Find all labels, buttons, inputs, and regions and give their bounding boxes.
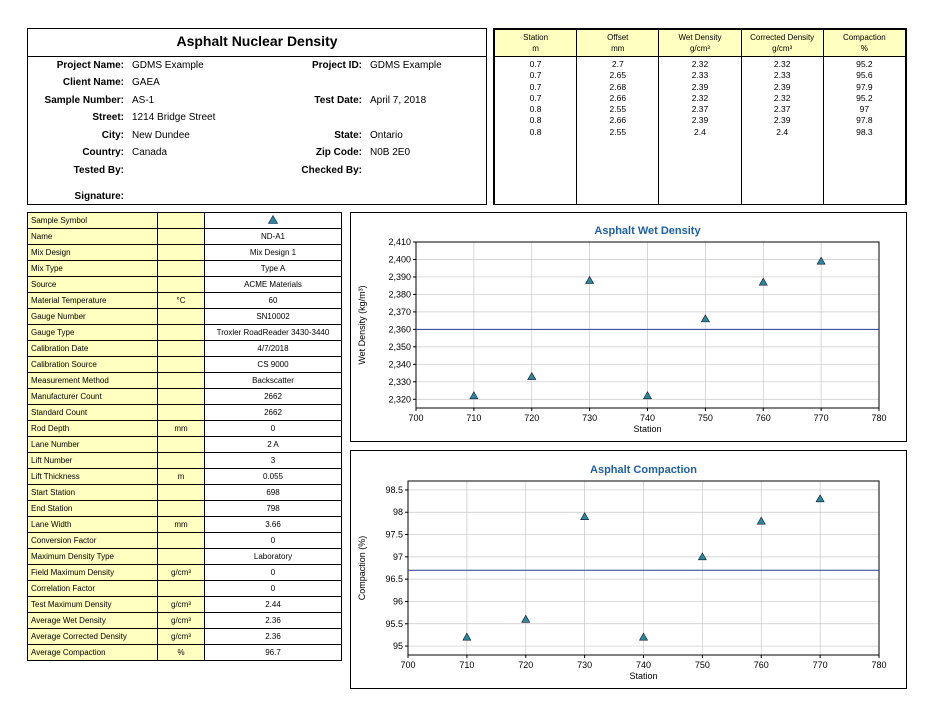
- param-unit: mm: [158, 517, 205, 533]
- param-value: 60: [205, 293, 342, 309]
- param-row: [28, 357, 342, 373]
- y-tick-label: 98: [392, 507, 403, 518]
- y-tick-label: 96.5: [385, 574, 403, 585]
- param-unit: [158, 341, 205, 357]
- param-unit: [158, 309, 205, 325]
- y-tick-label: 98.5: [385, 484, 403, 495]
- param-row: [28, 581, 342, 597]
- client-name-value: GAEA: [132, 77, 160, 88]
- param-value: 2662: [205, 389, 342, 405]
- param-label: Field Maximum Density: [28, 565, 158, 581]
- wet-density-plot: [351, 213, 906, 441]
- x-tick-label: 750: [694, 660, 710, 670]
- param-label: Maximum Density Type: [28, 549, 158, 565]
- param-value: 0: [205, 565, 342, 581]
- param-label: Average Compaction: [28, 645, 158, 661]
- offset-column: 2.7 2.65 2.68 2.66 2.55 2.66 2.55: [577, 57, 659, 205]
- y-tick-label: 2,410: [388, 237, 411, 247]
- param-row: [28, 485, 342, 501]
- y-tick-label: 2,330: [388, 376, 411, 387]
- param-unit: [158, 325, 205, 341]
- param-value: 798: [205, 501, 342, 517]
- param-unit: [158, 581, 205, 597]
- param-label: Gauge Type: [28, 325, 158, 341]
- param-label: Conversion Factor: [28, 533, 158, 549]
- x-tick-label: 710: [466, 413, 482, 423]
- x-tick-label: 780: [871, 660, 887, 670]
- param-unit: g/cm³: [158, 613, 205, 629]
- param-label: Correlation Factor: [28, 581, 158, 597]
- triangle-icon: [268, 215, 278, 224]
- param-label: Average Corrected Density: [28, 629, 158, 645]
- param-unit: m: [158, 469, 205, 485]
- parameters-table: [27, 212, 341, 689]
- city-value: New Dundee: [132, 130, 190, 141]
- wet-density-chart: [350, 212, 907, 442]
- project-name-label: Project Name:: [56, 60, 124, 71]
- param-unit: g/cm³: [158, 597, 205, 613]
- y-tick-label: 2,360: [388, 324, 411, 335]
- param-row: [28, 261, 342, 277]
- param-value: 698: [205, 485, 342, 501]
- compaction-column: 95.2 95.6 97.9 95.2 97 97.8 98.3: [823, 57, 905, 205]
- param-label: Average Wet Density: [28, 613, 158, 629]
- report-header: [27, 28, 487, 205]
- x-tick-label: 720: [518, 660, 534, 670]
- param-unit: [158, 501, 205, 517]
- x-tick-label: 760: [755, 413, 771, 423]
- param-row: [28, 597, 342, 613]
- param-row: [28, 453, 342, 469]
- y-tick-label: 96: [392, 596, 403, 607]
- project-name-value: GDMS Example: [132, 60, 204, 71]
- col-corrected-density-header: Corrected Density g/cm³: [741, 30, 823, 57]
- col-compaction-header: Compaction %: [823, 30, 905, 57]
- param-row: [28, 437, 342, 453]
- param-label: Calibration Date: [28, 341, 158, 357]
- param-unit: [158, 373, 205, 389]
- param-label: Lift Thickness: [28, 469, 158, 485]
- test-date-value: April 7, 2018: [370, 95, 427, 106]
- y-tick-label: 2,370: [388, 306, 411, 317]
- tested-by-label: Tested By:: [73, 165, 124, 176]
- param-row: [28, 389, 342, 405]
- param-row: [28, 325, 342, 341]
- param-label: Rod Depth: [28, 421, 158, 437]
- param-value: 2.36: [205, 613, 342, 629]
- param-value: ACME Materials: [205, 277, 342, 293]
- param-unit: mm: [158, 421, 205, 437]
- station-column: 0.7 0.7 0.7 0.7 0.8 0.8 0.8: [495, 57, 577, 205]
- x-tick-label: 700: [400, 660, 416, 670]
- param-label: Name: [28, 229, 158, 245]
- x-tick-label: 770: [813, 413, 829, 423]
- param-unit: g/cm³: [158, 565, 205, 581]
- param-unit: [158, 357, 205, 373]
- param-label: Lane Width: [28, 517, 158, 533]
- x-tick-label: 740: [635, 660, 652, 670]
- country-label: Country:: [82, 147, 124, 158]
- param-row: [28, 469, 342, 485]
- sample-number-value: AS-1: [132, 95, 155, 106]
- col-station-header: Station m: [495, 30, 577, 57]
- x-tick-label: 710: [459, 660, 475, 670]
- x-tick-label: 730: [577, 660, 593, 670]
- param-value: 96.7: [205, 645, 342, 661]
- param-unit: [158, 389, 205, 405]
- chart-title: Asphalt Wet Density: [594, 225, 701, 237]
- station-table: [493, 28, 907, 205]
- param-row: [28, 645, 342, 661]
- param-label: End Station: [28, 501, 158, 517]
- client-name-label: Client Name:: [62, 77, 124, 88]
- param-value: CS 9000: [205, 357, 342, 373]
- param-row: [28, 549, 342, 565]
- param-unit: [158, 245, 205, 261]
- checked-by-label: Checked By:: [301, 165, 362, 176]
- param-label: Mix Type: [28, 261, 158, 277]
- param-label: Material Temperature: [28, 293, 158, 309]
- compaction-plot: [351, 451, 906, 688]
- param-label: Gauge Number: [28, 309, 158, 325]
- param-unit: [158, 549, 205, 565]
- param-row: [28, 229, 342, 245]
- param-value: 4/7/2018: [205, 341, 342, 357]
- param-row: [28, 629, 342, 645]
- param-label: Lane Number: [28, 437, 158, 453]
- y-tick-label: 95: [392, 641, 403, 652]
- param-row: [28, 421, 342, 437]
- param-unit: [158, 213, 205, 229]
- project-id-value: GDMS Example: [370, 60, 442, 71]
- y-tick-label: 2,350: [388, 341, 411, 352]
- x-tick-label: 770: [812, 660, 828, 670]
- param-row: [28, 533, 342, 549]
- param-label: Source: [28, 277, 158, 293]
- y-axis-label: Wet Density (kg/m³): [357, 285, 367, 365]
- param-label: Mix Design: [28, 245, 158, 261]
- chart-title: Asphalt Compaction: [590, 464, 697, 476]
- param-row: [28, 213, 342, 229]
- param-row: [28, 405, 342, 421]
- param-unit: g/cm³: [158, 629, 205, 645]
- param-value: Mix Design 1: [205, 245, 342, 261]
- report-title: Asphalt Nuclear Density: [176, 33, 338, 49]
- param-unit: [158, 261, 205, 277]
- param-value: Type A: [205, 261, 342, 277]
- param-row: [28, 373, 342, 389]
- y-tick-label: 2,320: [388, 394, 411, 405]
- zip-code-value: N0B 2E0: [370, 147, 411, 158]
- param-label: Test Maximum Density: [28, 597, 158, 613]
- param-value: Backscatter: [205, 373, 342, 389]
- param-label: Sample Symbol: [28, 213, 158, 229]
- param-value: 3.66: [205, 517, 342, 533]
- param-label: Standard Count: [28, 405, 158, 421]
- param-value: 0.055: [205, 469, 342, 485]
- x-axis-label: Station: [633, 424, 662, 434]
- y-tick-label: 2,400: [388, 254, 411, 265]
- param-value: 0: [205, 421, 342, 437]
- param-unit: [158, 437, 205, 453]
- param-value: 2662: [205, 405, 342, 421]
- param-value: 0: [205, 581, 342, 597]
- y-tick-label: 95.5: [385, 618, 403, 629]
- wet-density-column: 2.32 2.33 2.39 2.32 2.37 2.39 2.4: [659, 57, 741, 205]
- param-value: Troxler RoadReader 3430-3440: [205, 325, 342, 341]
- x-tick-label: 730: [582, 413, 598, 423]
- param-value: Laboratory: [205, 549, 342, 565]
- param-row: [28, 277, 342, 293]
- param-value: [205, 213, 342, 229]
- x-tick-label: 700: [408, 413, 424, 423]
- param-unit: [158, 485, 205, 501]
- y-tick-label: 97: [392, 551, 403, 562]
- state-label: State:: [334, 130, 362, 141]
- param-unit: [158, 229, 205, 245]
- param-value: SN10002: [205, 309, 342, 325]
- project-id-label: Project ID:: [311, 60, 362, 71]
- param-unit: [158, 405, 205, 421]
- x-tick-label: 780: [871, 413, 887, 423]
- y-tick-label: 97.5: [385, 529, 403, 540]
- sample-number-label: Sample Number:: [44, 95, 124, 106]
- param-value: 3: [205, 453, 342, 469]
- param-row: [28, 293, 342, 309]
- city-label: City:: [101, 130, 124, 141]
- param-unit: [158, 453, 205, 469]
- param-value: ND-A1: [205, 229, 342, 245]
- street-value: 1214 Bridge Street: [132, 112, 216, 123]
- compaction-chart: [350, 450, 907, 689]
- param-row: [28, 565, 342, 581]
- divider: [28, 56, 486, 57]
- zip-code-label: Zip Code:: [315, 147, 362, 158]
- y-axis-label: Compaction (%): [357, 535, 367, 601]
- x-tick-label: 750: [697, 413, 713, 423]
- col-offset-header: Offset mm: [577, 30, 659, 57]
- param-row: [28, 501, 342, 517]
- x-axis-label: Station: [629, 671, 658, 681]
- param-value: 2.44: [205, 597, 342, 613]
- y-tick-label: 2,380: [388, 289, 411, 300]
- param-row: [28, 517, 342, 533]
- x-tick-label: 720: [524, 413, 540, 423]
- y-tick-label: 2,390: [388, 271, 411, 282]
- country-value: Canada: [132, 147, 168, 158]
- signature-label: Signature:: [74, 191, 124, 202]
- x-tick-label: 740: [639, 413, 656, 423]
- param-label: Manufacturer Count: [28, 389, 158, 405]
- param-unit: [158, 277, 205, 293]
- param-row: [28, 613, 342, 629]
- y-tick-label: 2,340: [388, 359, 411, 370]
- param-row: [28, 309, 342, 325]
- param-value: 0: [205, 533, 342, 549]
- test-date-label: Test Date:: [314, 95, 362, 106]
- corrected-density-column: 2.32 2.33 2.39 2.32 2.37 2.39 2.4: [741, 57, 823, 205]
- param-value: 2 A: [205, 437, 342, 453]
- street-label: Street:: [92, 112, 124, 123]
- param-label: Calibration Source: [28, 357, 158, 373]
- col-wet-density-header: Wet Density g/cm³: [659, 30, 741, 57]
- param-row: [28, 341, 342, 357]
- state-value: Ontario: [370, 130, 403, 141]
- param-unit: %: [158, 645, 205, 661]
- param-label: Measurement Method: [28, 373, 158, 389]
- param-unit: °C: [158, 293, 205, 309]
- x-tick-label: 760: [753, 660, 769, 670]
- param-label: Lift Number: [28, 453, 158, 469]
- param-label: Start Station: [28, 485, 158, 501]
- param-value: 2.36: [205, 629, 342, 645]
- param-unit: [158, 533, 205, 549]
- param-row: [28, 245, 342, 261]
